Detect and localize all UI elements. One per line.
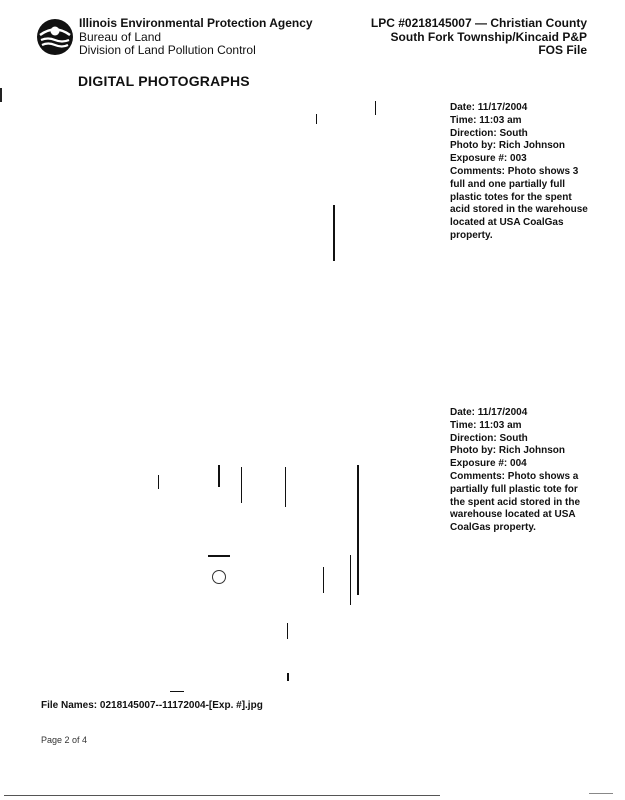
- scan-mark: [287, 673, 289, 681]
- photo-2-date: Date: 11/17/2004: [450, 407, 528, 418]
- scan-mark: [316, 114, 317, 124]
- scan-mark: [287, 623, 288, 639]
- township-reference: South Fork Township/Kincaid P&P: [390, 29, 587, 44]
- photo-1: [80, 95, 440, 375]
- scan-mark: [212, 570, 226, 584]
- scan-mark: [241, 467, 242, 503]
- photo-1-exposure: Exposure #: 003: [450, 153, 527, 165]
- scan-edge: [0, 88, 2, 102]
- scan-mark: [323, 567, 324, 593]
- photo-2-direction: Direction: South: [450, 432, 528, 444]
- reference-block: [371, 17, 587, 58]
- photo-2-caption: [450, 407, 590, 535]
- scan-mark: [208, 555, 230, 557]
- photo-1-time: Time: 11:03 am: [450, 114, 522, 126]
- photo-1-comments: Comments: Photo shows 3 full and one partially full plastic totes for the spent acid stored in the warehouse located at USA CoalGas property.: [450, 165, 588, 241]
- photo-2-time: Time: 11:03 am: [450, 419, 522, 431]
- scan-mark: [285, 467, 286, 507]
- photo-1-photographer: Photo by: Rich Johnson: [450, 140, 565, 152]
- iepa-logo: [36, 18, 74, 56]
- agency-block: [79, 17, 313, 58]
- photo-2-photographer: Photo by: Rich Johnson: [450, 445, 565, 457]
- scan-mark: [218, 465, 220, 487]
- lpc-reference: LPC #0218145007 — Christian County: [370, 16, 587, 30]
- photo-1-date: Date: 11/17/2004: [450, 102, 528, 113]
- scan-mark: [375, 101, 376, 115]
- photo-1-direction: Direction: South: [450, 127, 528, 139]
- page-number: Page 2 of 4: [41, 735, 88, 745]
- scan-mark: [357, 465, 359, 595]
- file-names: File Names: 0218145007--11172004-[Exp. #].jpg: [41, 700, 263, 711]
- scan-edge: [589, 793, 613, 794]
- page-title: DIGITAL PHOTOGRAPHS: [78, 73, 250, 89]
- photo-2-comments: Comments: Photo shows a partially full plastic tote for the spent acid stored in the warehouse located at USA CoalGas property.: [450, 470, 581, 534]
- scan-mark: [350, 555, 351, 605]
- file-type: FOS File: [538, 43, 587, 57]
- scan-edge: [4, 795, 440, 796]
- scan-mark: [158, 475, 159, 489]
- bureau-name: Bureau of Land: [79, 29, 162, 44]
- division-name: Division of Land Pollution Control: [79, 43, 256, 57]
- scan-mark: [333, 205, 335, 261]
- photo-2: [140, 455, 440, 695]
- agency-name: Illinois Environmental Protection Agency: [79, 16, 313, 30]
- photo-1-caption: [450, 102, 590, 243]
- scan-mark: [170, 691, 184, 692]
- photo-2-exposure: Exposure #: 004: [450, 458, 527, 470]
